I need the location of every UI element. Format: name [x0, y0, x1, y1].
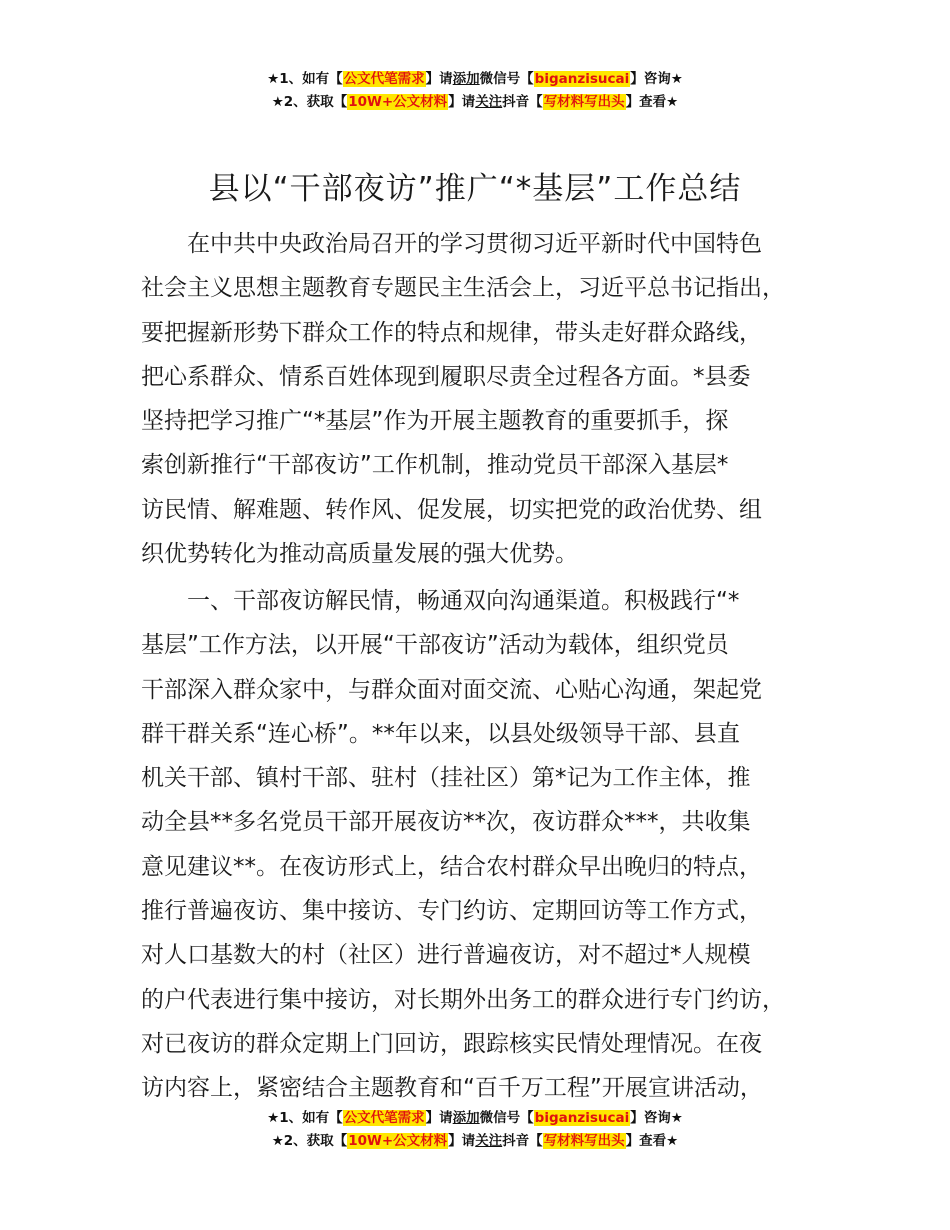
banner-text: 】查看★ — [625, 94, 679, 110]
text-line: 对已夜访的群众定期上门回访，跟踪核实民情处理情况。在夜 — [141, 1030, 762, 1057]
text-line: 推行普遍夜访、集中接访、专门约访、定期回访等工作方式， — [141, 898, 762, 925]
banner-text: ★1、如有【 — [267, 1110, 343, 1126]
banner-line-1 — [0, 1107, 950, 1130]
text-line: 社会主义思想主题教育专题民主生活会上，习近平总书记指出， — [141, 275, 785, 302]
banner-text: 抖音【 — [502, 94, 543, 110]
banner-text: 】请 — [425, 71, 453, 87]
header-banner — [0, 68, 950, 114]
banner-highlight: biganzisucai — [534, 1110, 630, 1126]
text-line: 访民情、解难题、转作风、促发展，切实把党的政治优势、组 — [141, 496, 762, 523]
banner-text: 抖音【 — [502, 1133, 543, 1149]
banner-text: ★2、获取【 — [271, 94, 348, 110]
banner-highlight: 写材料写出头 — [543, 94, 625, 110]
banner-text-underlined: 添加 — [452, 71, 480, 87]
text-line: 动全县**多名党员干部开展夜访**次，夜访群众***，共收集 — [141, 809, 751, 836]
banner-text-underlined: 关注 — [475, 94, 503, 110]
text-line: 在中共中央政治局召开的学习贯彻习近平新时代中国特色 — [141, 231, 762, 257]
footer-banner — [0, 1107, 950, 1153]
banner-text: ★1、如有【 — [267, 71, 343, 87]
banner-highlight: 10W+公文材料 — [348, 1133, 448, 1149]
banner-text: 】咨询★ — [630, 1110, 683, 1126]
banner-text: ★2、获取【 — [271, 1133, 348, 1149]
text-line: 把心系群众、情系百姓体现到履职尽责全过程各方面。*县委 — [141, 363, 751, 390]
text-line: 织优势转化为推动高质量发展的强大优势。 — [141, 541, 578, 568]
banner-text: 】请 — [425, 1110, 453, 1126]
banner-text: 】查看★ — [625, 1133, 679, 1149]
banner-text: 】请 — [448, 1133, 476, 1149]
text-line: 对人口基数大的村（社区）进行普遍夜访，对不超过*人规模 — [141, 942, 751, 969]
banner-text: 】请 — [448, 94, 476, 110]
banner-text: 微信号【 — [479, 71, 534, 87]
banner-text-underlined: 关注 — [475, 1133, 503, 1149]
text-line: 访内容上，紧密结合主题教育和“百千万工程”开展宣讲活动， — [141, 1075, 763, 1102]
banner-highlight: biganzisucai — [534, 71, 630, 87]
paragraph-2 — [141, 579, 841, 1111]
text-line: 坚持把学习推广“*基层”作为开展主题教育的重要抓手，探 — [141, 408, 729, 435]
text-line: 机关干部、镇村干部、驻村（挂社区）第*记为工作主体，推 — [141, 765, 751, 792]
paragraph-1 — [141, 222, 841, 576]
text-line: 一、干部夜访解民情，畅通双向沟通渠道。积极践行“* — [141, 588, 740, 614]
text-line: 基层”工作方法，以开展“干部夜访”活动为载体，组织党员 — [141, 632, 729, 659]
text-line: 的户代表进行集中接访，对长期外出务工的群众进行专门约访， — [141, 986, 785, 1013]
text-line: 意见建议**。在夜访形式上，结合农村群众早出晚归的特点， — [141, 853, 762, 880]
text-line: 要把握新形势下群众工作的特点和规律，带头走好群众路线， — [141, 319, 762, 346]
banner-highlight: 公文代笔需求 — [343, 1110, 425, 1126]
banner-line-1 — [0, 68, 950, 91]
banner-text: 】咨询★ — [630, 71, 683, 87]
banner-highlight: 10W+公文材料 — [348, 94, 448, 110]
banner-highlight: 写材料写出头 — [543, 1133, 625, 1149]
document-title: 县以“干部夜访”推广“*基层”工作总结 — [208, 171, 742, 207]
banner-line-2 — [0, 91, 950, 114]
text-line: 群干群关系“连心桥”。**年以来，以县处级领导干部、县直 — [141, 720, 740, 747]
banner-line-2 — [0, 1130, 950, 1153]
banner-text: 微信号【 — [479, 1110, 534, 1126]
text-line: 干部深入群众家中，与群众面对面交流、心贴心沟通，架起党 — [141, 676, 762, 703]
banner-highlight: 公文代笔需求 — [343, 71, 425, 87]
banner-text-underlined: 添加 — [452, 1110, 480, 1126]
text-line: 索创新推行“干部夜访”工作机制，推动党员干部深入基层* — [141, 452, 729, 479]
